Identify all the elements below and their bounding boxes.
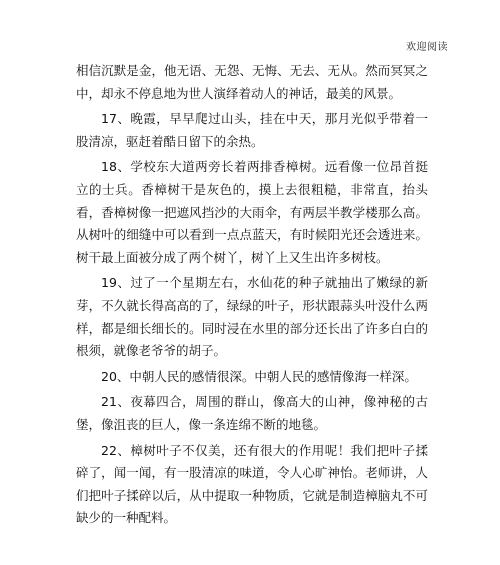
- paragraph-intro: 相信沉默是金，他无语、无怨、无悔、无去、无从。然而冥冥之中，却永不停息地为世人演绎着动人的神话，最美的风景。: [76, 63, 428, 101]
- paragraph-20: 20、中朝人民的感情很深。中朝人民的感情像海一样深。: [101, 368, 417, 384]
- paragraph-21: 21、夜幕四合，周围的群山，像高大的山神，像神秘的古堡，像沮丧的巨人，像一条连绵不断的地毯。: [76, 394, 428, 432]
- header-label: 欢迎阅读: [406, 42, 448, 53]
- paragraph-17: 17、晚霞，早早爬过山头，挂在中天，那月光似乎带着一股清凉，驱赶着酷日留下的余热。: [76, 111, 428, 149]
- document-body: [76, 60, 428, 533]
- paragraph-19: 19、过了一个星期左右，水仙花的种子就抽出了嫩绿的新芽，不久就长得高高的了，绿绿的叶子，形状跟蒜头叶没什么两样，都是细长细长的。同时浸在水里的部分还长出了许多白白的根须，就像老爷爷的胡子。: [76, 275, 428, 359]
- paragraph-18: 18、学校东大道两旁长着两排香樟树。远看像一位昂首挺立的士兵。香樟树干是灰色的，摸上去很粗糙，非常直，抬头看，香樟树像一把遮风挡沙的大雨伞，有两层半教学楼那么高。从树叶的细缝中可以看到一点点蓝天，有时候阳光还会透进来。树干最上面被分成了两个树丫，树丫上又生出许多树枝。: [76, 159, 428, 265]
- paragraph-22: 22、樟树叶子不仅美，还有很大的作用呢！我们把叶子揉碎了，闻一闻，有一股清凉的味道，令人心旷神怡。老师讲，人们把叶子揉碎以后，从中提取一种物质，它就是制造樟脑丸不可缺少的一种配料。: [76, 442, 428, 526]
